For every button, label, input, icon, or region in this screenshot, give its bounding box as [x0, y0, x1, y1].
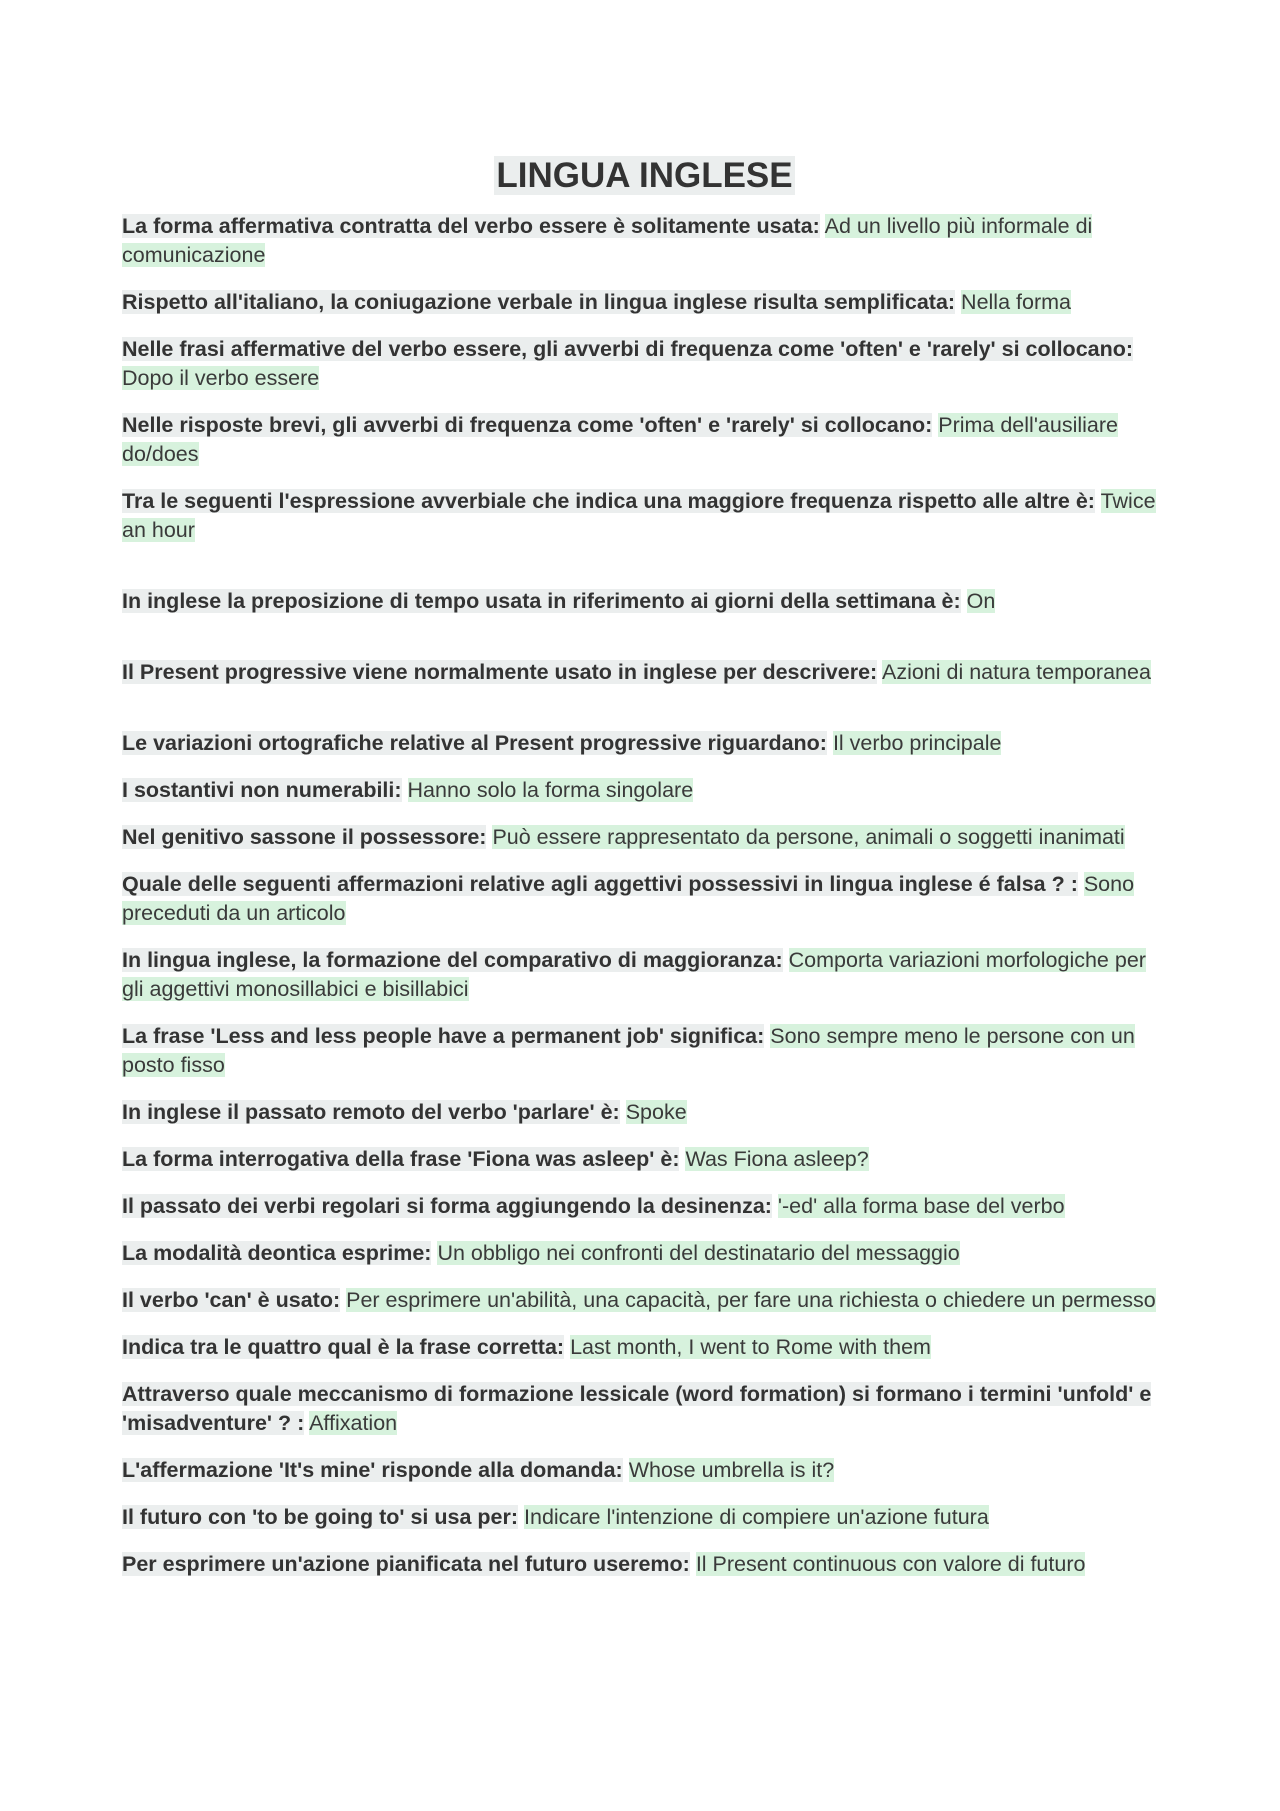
answer: Affixation	[309, 1411, 398, 1435]
question: Le variazioni ortografiche relative al Present progressive riguardano:	[122, 731, 827, 755]
document-page	[122, 152, 1167, 1597]
qa-item	[122, 870, 1167, 928]
question: Il futuro con 'to be going to' si usa per:	[122, 1505, 519, 1529]
answer: On	[966, 589, 996, 613]
answer: Dopo il verbo essere	[122, 366, 320, 390]
question: I sostantivi non numerabili:	[122, 778, 402, 802]
question: La modalità deontica esprime:	[122, 1241, 432, 1265]
answer: Nella forma	[961, 290, 1071, 314]
question: L'affermazione 'It's mine' risponde alla domanda:	[122, 1458, 623, 1482]
answer: Whose umbrella is it?	[628, 1458, 835, 1482]
question: Rispetto all'italiano, la coniugazione verbale in lingua inglese risulta semplificata:	[122, 290, 956, 314]
qa-item	[122, 1503, 1167, 1532]
qa-item	[122, 1286, 1167, 1315]
qa-item	[122, 1456, 1167, 1485]
page-title: LINGUA INGLESE	[496, 156, 793, 195]
qa-item	[122, 212, 1167, 270]
qa-item	[122, 335, 1167, 393]
answer: Il verbo principale	[832, 731, 1002, 755]
answer: Ad un livello più informale di comunicazione	[122, 214, 1093, 267]
question: Tra le seguenti l'espressione avverbiale che indica una maggiore frequenza rispetto alle altre è:	[122, 489, 1095, 513]
question: Il verbo 'can' è usato:	[122, 1288, 341, 1312]
question: Nelle risposte brevi, gli avverbi di frequenza come 'often' e 'rarely' si collocano:	[122, 413, 933, 437]
question: Indica tra le quattro qual è la frase corretta:	[122, 1335, 565, 1359]
qa-item	[122, 587, 1167, 616]
question: La frase 'Less and less people have a permanent job' significa:	[122, 1024, 765, 1048]
qa-item	[122, 1550, 1167, 1579]
qa-item	[122, 776, 1167, 805]
qa-item	[122, 1192, 1167, 1221]
question: In lingua inglese, la formazione del comparativo di maggioranza:	[122, 948, 783, 972]
qa-item	[122, 946, 1167, 1004]
question: In inglese il passato remoto del verbo 'parlare' è:	[122, 1100, 620, 1124]
answer: Sono sempre meno le persone con un posto fisso	[122, 1024, 1135, 1077]
qa-item	[122, 1380, 1167, 1438]
qa-item	[122, 487, 1167, 545]
question: Nel genitivo sassone il possessore:	[122, 825, 487, 849]
answer: Un obbligo nei confronti del destinatario del messaggio	[437, 1241, 960, 1265]
question: In inglese la preposizione di tempo usata in riferimento ai giorni della settimana è:	[122, 589, 961, 613]
question: Nelle frasi affermative del verbo essere, gli avverbi di frequenza come 'often' e 'rarely' si collocano:	[122, 337, 1134, 361]
qa-item	[122, 1022, 1167, 1080]
answer: Può essere rappresentato da persone, animali o soggetti inanimati	[492, 825, 1125, 849]
qa-item	[122, 729, 1167, 758]
qa-item	[122, 1239, 1167, 1268]
answer: Last month, I went to Rome with them	[570, 1335, 931, 1359]
qa-item	[122, 288, 1167, 317]
qa-item	[122, 1145, 1167, 1174]
answer: '-ed' alla forma base del verbo	[777, 1194, 1065, 1218]
answer: Prima dell'ausiliare do/does	[122, 413, 1118, 466]
question: Attraverso quale meccanismo di formazione lessicale (word formation) si formano i termini 'unfold' e 'misadventure' ? :	[122, 1382, 1152, 1435]
question: La forma interrogativa della frase 'Fiona was asleep' è:	[122, 1147, 680, 1171]
question: La forma affermativa contratta del verbo essere è solitamente usata:	[122, 214, 820, 238]
question: Quale delle seguenti affermazioni relative agli aggettivi possessivi in lingua inglese é falsa ? :	[122, 872, 1078, 896]
question: Il Present progressive viene normalmente usato in inglese per descrivere:	[122, 660, 878, 684]
question: Il passato dei verbi regolari si forma aggiungendo la desinenza:	[122, 1194, 772, 1218]
question: Per esprimere un'azione pianificata nel futuro useremo:	[122, 1552, 690, 1576]
answer: Was Fiona asleep?	[685, 1147, 869, 1171]
answer: Azioni di natura temporanea	[881, 660, 1151, 684]
qa-item	[122, 1098, 1167, 1127]
answer: Hanno solo la forma singolare	[407, 778, 694, 802]
answer: Twice an hour	[122, 489, 1156, 542]
answer: Comporta variazioni morfologiche per gli aggettivi monosillabici e bisillabici	[122, 948, 1146, 1001]
qa-item	[122, 411, 1167, 469]
qa-item	[122, 823, 1167, 852]
answer: Il Present continuous con valore di futuro	[695, 1552, 1086, 1576]
answer: Spoke	[625, 1100, 687, 1124]
answer: Indicare l'intenzione di compiere un'azione futura	[524, 1505, 989, 1529]
answer: Per esprimere un'abilità, una capacità, per fare una richiesta o chiedere un permesso	[346, 1288, 1156, 1312]
answer: Sono preceduti da un articolo	[122, 872, 1135, 925]
qa-item	[122, 658, 1167, 687]
page-title-block	[122, 152, 1167, 200]
qa-item	[122, 1333, 1167, 1362]
